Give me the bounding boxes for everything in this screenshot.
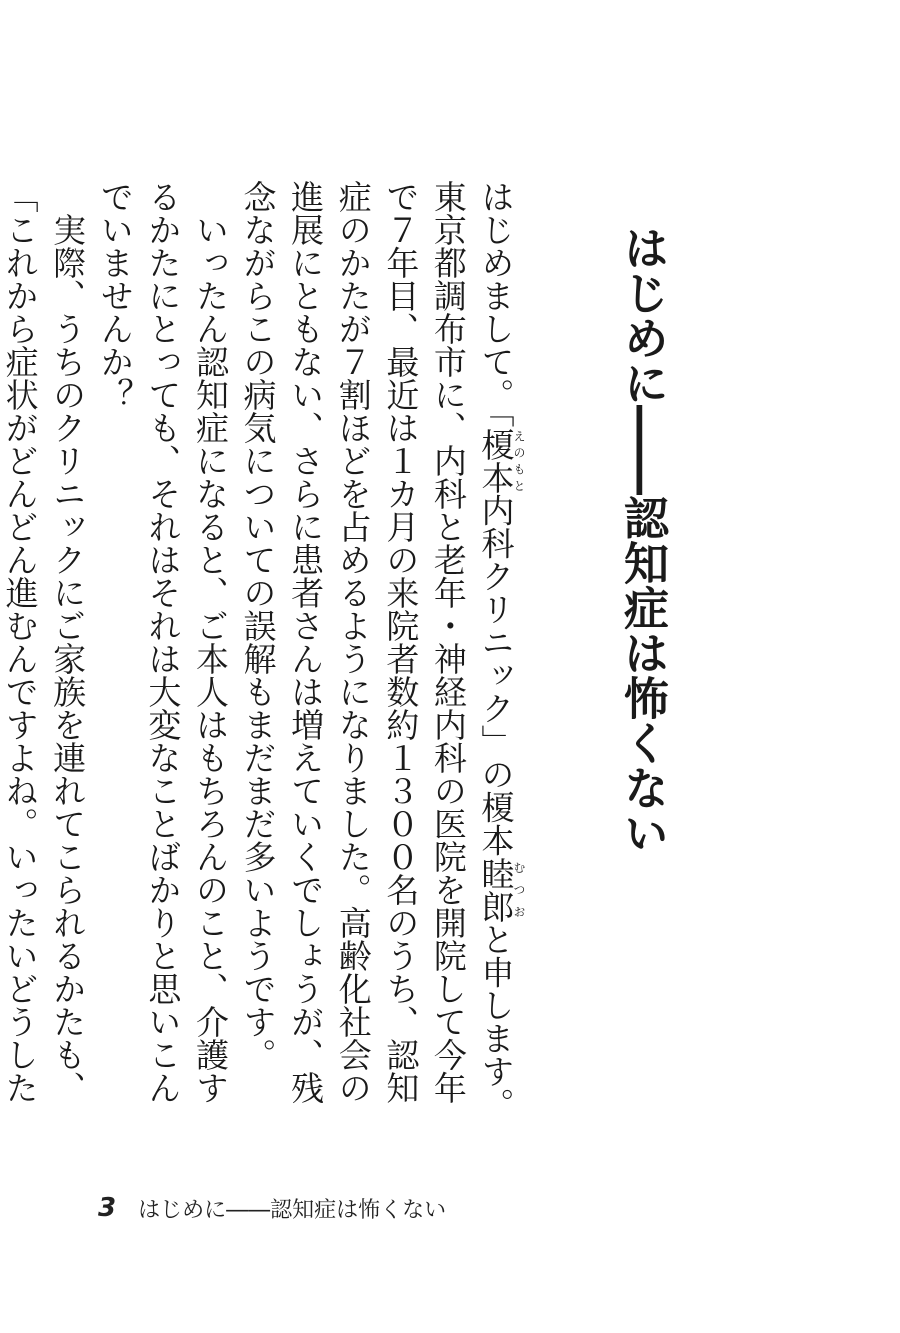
- paragraph-clinic: 東京都調布市に、内科と老年・神経内科の医院を開院して今年で７年目、最近は１カ月の来院者数約１３００名のうち、認知症のかたが７割ほどを占めるようになりました。高齢化社会の進展にともない、さらに患者さんは増えていくでしょうが、残念ながらこの病気についての誤解もまだまだ多いようです。: [238, 180, 468, 1104]
- paragraph-families: 実際、うちのクリニックにご家族を連れてこられるかたも、「これから症状がどんどん進むんですよね。いったいどうした: [0, 180, 88, 1104]
- running-head: はじめに――認知症は怖くない: [138, 1197, 447, 1223]
- page-number: 3: [98, 1193, 117, 1223]
- body-text: [0, 180, 526, 1125]
- paragraph-intro: [472, 180, 525, 1125]
- paragraph-misconception: いったん認知症になると、ご本人はもちろんのこと、介護するかたにとっても、それはそれは大変なことばかりと思いこんでいませんか？: [95, 180, 230, 1104]
- page-footer: [98, 1188, 446, 1228]
- chapter-title: はじめに――認知症は怖くない: [616, 225, 669, 855]
- ruby-mutsuo: 睦郎むつお: [476, 856, 526, 923]
- ruby-enomoto: 榎本えのもと: [476, 427, 526, 494]
- intro-text-1: はじめまして。「: [476, 180, 516, 428]
- intro-text-3: と申します。: [476, 922, 516, 1121]
- intro-text-2: 内科クリニック」の榎本: [476, 493, 516, 857]
